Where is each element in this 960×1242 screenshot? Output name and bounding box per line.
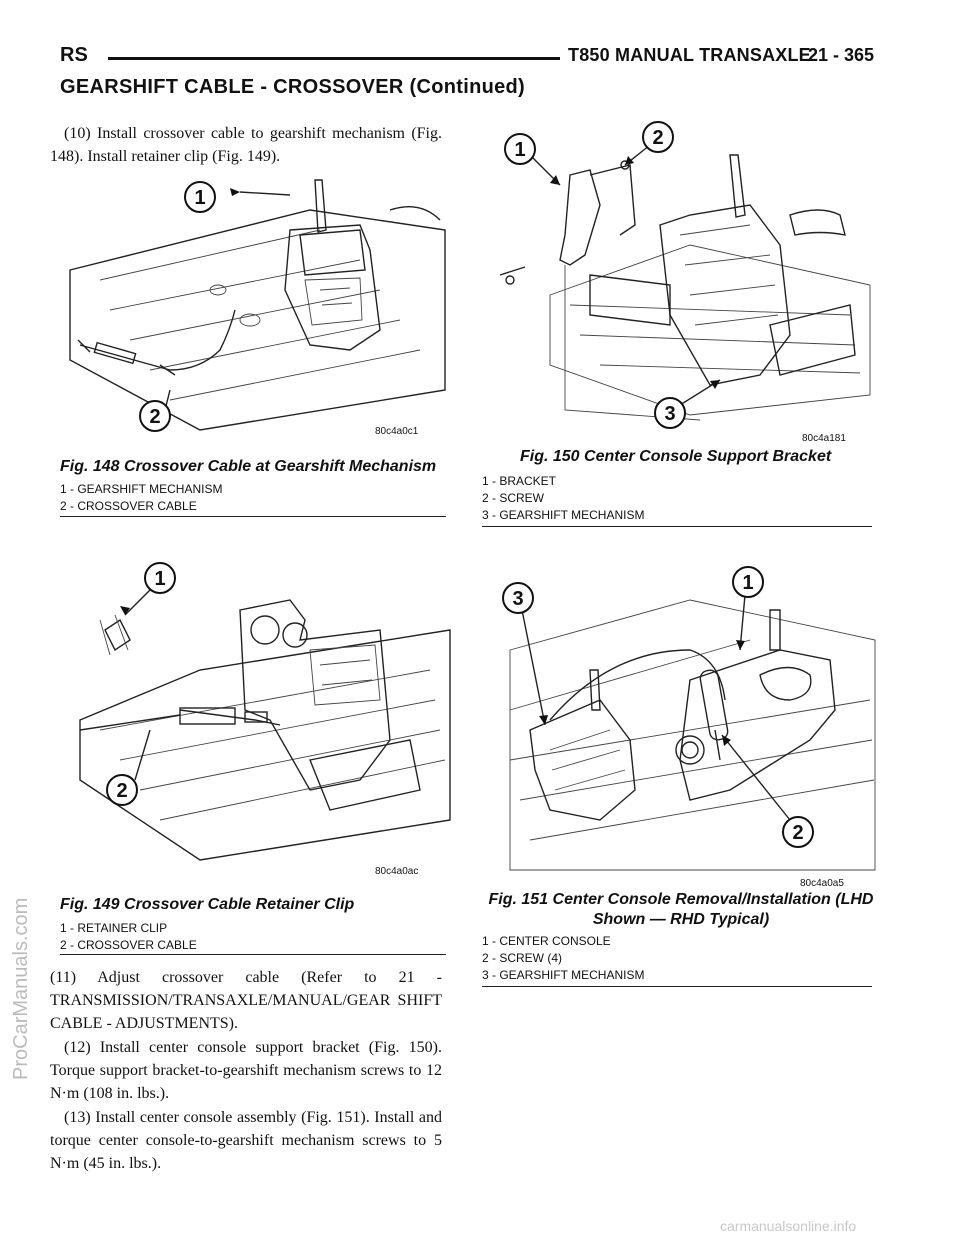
step-10-paragraph: (10) Install crossover cable to gearshift mechanism (Fig. 148). Install retainer clip (Fig. 149). [50,125,442,165]
fig-148-legend-item: 2 - CROSSOVER CABLE [60,499,197,513]
fig-149-legend-item: 1 - RETAINER CLIP [60,921,168,935]
step-11-paragraph: (11) Adjust crossover cable (Refer to 21 - TRANSMISSION/TRANSAXLE/MANUAL/GEAR SHIFT CABLE - ADJUSTMENTS). [50,969,442,1032]
header-code: RS [60,44,88,66]
fig-151-callout-2: 2 [792,822,804,844]
fig-148-caption: Fig. 148 Crossover Cable at Gearshift Mechanism [60,458,437,475]
header-title: T850 MANUAL TRANSAXLE [568,45,811,65]
fig-149-illustration [80,560,450,880]
fig-148-illustration [60,170,445,440]
fig-151-callout-3: 3 [512,588,524,610]
fig-149-legend [60,920,197,954]
fig-151-legend-item: 1 - CENTER CONSOLE [482,934,611,948]
bottom-watermark: carmanualsonline.info [720,1218,857,1234]
fig-149-rule [60,954,446,955]
fig-148-callout-1: 1 [194,187,206,209]
fig-148-legend-item: 1 - GEARSHIFT MECHANISM [60,482,223,496]
fig-150-callout-2: 2 [652,127,664,149]
page-number: 21 - 365 [808,45,875,65]
fig-150-callout-1: 1 [514,139,526,161]
fig-151-caption [482,890,880,930]
header-rule [108,57,560,60]
fig-150-legend-item: 2 - SCREW [482,491,545,505]
fig-148-code: 80c4a0c1 [375,426,419,437]
fig-150-code: 80c4a181 [802,433,846,444]
fig-150-rule [482,526,872,527]
fig-149-code: 80c4a0ac [375,866,419,877]
fig-150-callout-3: 3 [664,403,676,425]
fig-148-legend [60,481,222,515]
fig-150-legend-item: 3 - GEARSHIFT MECHANISM [482,508,645,522]
section-title: GEARSHIFT CABLE - CROSSOVER (Continued) [60,76,526,98]
fig-149-legend-item: 2 - CROSSOVER CABLE [60,938,197,952]
fig-148-callout-2: 2 [149,406,161,428]
fig-151-callout-1: 1 [742,572,754,594]
fig-151-code: 80c4a0a5 [800,878,844,889]
step-13-paragraph: (13) Install center console assembly (Fig. 151). Install and torque center console-to-gearshift mechanism screws to 5 N·m (45 in. lbs.). [50,1109,442,1172]
fig-150-illustration [490,115,875,440]
fig-148-rule [60,516,446,517]
fig-151-legend-item: 3 - GEARSHIFT MECHANISM [482,968,645,982]
fig-151-legend-item: 2 - SCREW (4) [482,951,563,965]
side-watermark: ProCarManuals.com [10,897,32,1080]
fig-150-caption: Fig. 150 Center Console Support Bracket [520,448,832,465]
fig-151-rule [482,986,872,987]
fig-151-caption-line-1: Fig. 151 Center Console Removal/Installation (LHD [488,891,874,908]
fig-149-callout-2: 2 [116,780,128,802]
fig-150-legend-item: 1 - BRACKET [482,474,557,488]
fig-151-legend [482,933,644,984]
step-12-paragraph: (12) Install center console support bracket (Fig. 150). Torque support bracket-to-gearshift mechanism screws to 12 N·m (108 in. lbs.). [50,1039,442,1102]
fig-149-callout-1: 1 [154,568,166,590]
fig-150-legend [482,473,644,524]
fig-151-illustration [490,560,875,880]
fig-149-caption: Fig. 149 Crossover Cable Retainer Clip [60,896,355,913]
fig-151-caption-line-2: Shown — RHD Typical) [592,911,770,928]
